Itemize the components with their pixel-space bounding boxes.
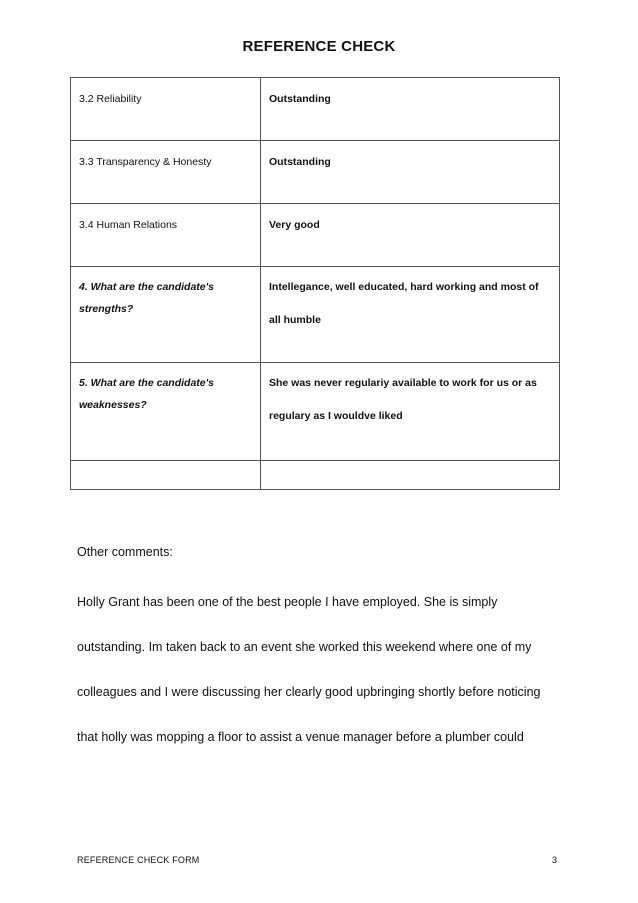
question-line: 5. What are the candidate's <box>79 377 214 389</box>
answer-weaknesses <box>261 363 560 461</box>
page-number: 3 <box>552 855 558 865</box>
question-line: 4. What are the candidate's <box>79 281 214 293</box>
page-title: REFERENCE CHECK <box>242 38 396 55</box>
table-row <box>71 461 560 490</box>
answer-line: regulary as I wouldve liked <box>269 410 403 422</box>
table-row <box>71 363 560 461</box>
row-label: 3.2 Reliability <box>71 78 261 141</box>
row-label: 3.3 Transparency & Honesty <box>71 141 261 204</box>
answer-line: She was never regulariy available to work for us or as <box>269 377 537 389</box>
footer-form-name: REFERENCE CHECK FORM <box>77 855 200 865</box>
row-label: 3.4 Human Relations <box>71 204 261 267</box>
comment-line: that holly was mopping a floor to assist a venue manager before a plumber could <box>77 730 524 744</box>
table-row <box>71 267 560 363</box>
comments-heading: Other comments: <box>77 545 173 559</box>
question-line: weaknesses? <box>79 399 147 411</box>
empty-cell <box>71 461 261 490</box>
comment-line: colleagues and I were discussing her clearly good upbringing shortly before noticing <box>77 685 541 699</box>
row-value: Very good <box>261 204 560 267</box>
answer-strengths <box>261 267 560 363</box>
reference-table <box>70 77 560 490</box>
table-row <box>71 141 560 204</box>
comment-line: Holly Grant has been one of the best people I have employed. She is simply <box>77 595 498 609</box>
row-value: Outstanding <box>261 141 560 204</box>
question-line: strengths? <box>79 303 134 315</box>
comment-line: outstanding. Im taken back to an event she worked this weekend where one of my <box>77 640 532 654</box>
question-weaknesses <box>71 363 261 461</box>
table-row <box>71 204 560 267</box>
answer-line: all humble <box>269 314 321 326</box>
question-strengths <box>71 267 261 363</box>
table-row <box>71 78 560 141</box>
empty-cell <box>261 461 560 490</box>
answer-line: Intellegance, well educated, hard working and most of <box>269 281 539 293</box>
row-value: Outstanding <box>261 78 560 141</box>
